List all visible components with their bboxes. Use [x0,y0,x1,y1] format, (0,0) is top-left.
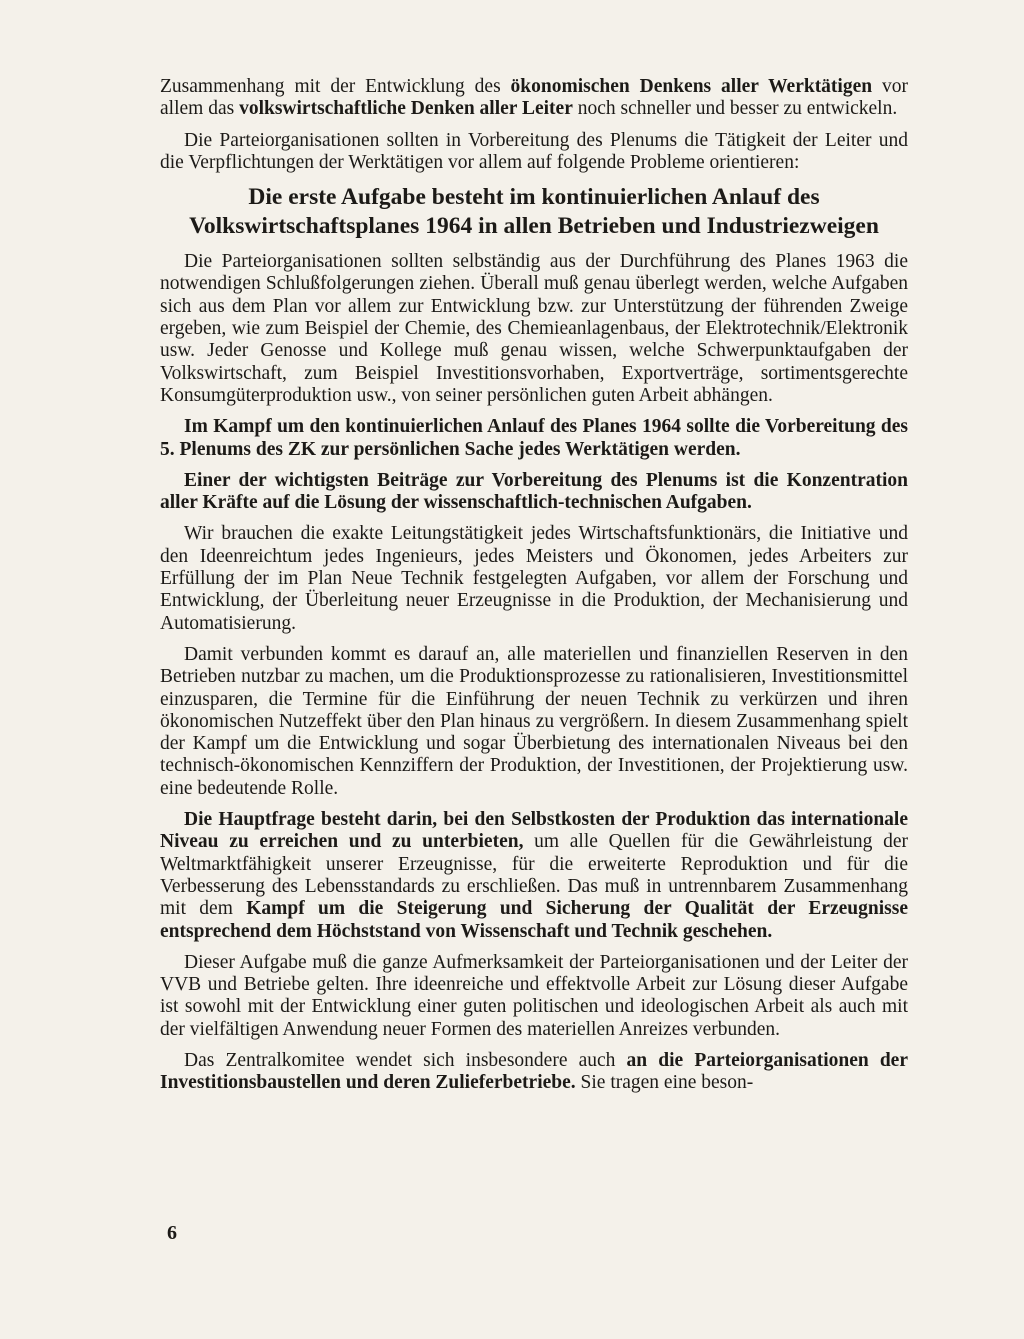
document-page [160,76,908,1104]
text-run: Zusammenhang mit der Entwicklung des [160,76,511,97]
paragraph-party-orientation: Die Parteiorganisationen sollten in Vorbereitung des Plenums die Tätigkeit der Leiter und die Verpflichtungen der Werktätigen vor allem auf folgende Probleme orientieren: [160,129,908,173]
emphasis-main-question: Die Hauptfrage besteht darin, bei den Selbstkosten der Produktion das internationale Niveau zu erreichen und zu unterbieten, [160,809,908,853]
text-run: vor allem das [160,76,908,120]
paragraph-main-question [160,809,908,943]
paragraph-leadership: Wir brauchen die exakte Leitungstätigkeit jedes Wirtschaftsfunktionärs, die Initiative und den Ideenreichtum jedes Ingenieurs, jedes Meisters und Ökonomen, jedes Arbeiters zur Erfüllung der im Plan Neue Technik festgelegten Aufgaben, vor allem der Forschung und Entwicklung, der Überleitung neuer Erzeugnisse in die Produktion, der Mechanisierung und Automatisierung. [160,523,908,634]
section-heading: Die erste Aufgabe besteht im kontinuierlichen Anlauf des Volkswirtschaftsplanes 1964 in allen Betrieben und Industriezweigen [189,184,879,240]
paragraph-central-committee [160,1050,908,1095]
paragraph-bold-plenum-preparation: Im Kampf um den kontinuierlichen Anlauf des Planes 1964 sollte die Vorbereitung des 5. Plenums des ZK zur persönlichen Sache jedes Werktätigen werden. [160,416,908,460]
emphasis-economic-thinking: ökonomischen Denkens aller Werktätigen [510,76,873,97]
text-run: um alle Quellen für die Gewährleistung der Weltmarktfähigkeit unserer Erzeugnisse, für die erweiterte Reproduktion und für die Verbesserung des Lebensstandards zu erschließen. Das muß in untrennbarem Zusammenhang mit dem [160,831,908,920]
emphasis-quality: Kampf um die Steigerung und Sicherung der Qualität der Erzeugnisse entsprechend dem Höchststand von Wissenschaft und Technik geschehen. [160,898,908,942]
page-number: 6 [167,1222,177,1244]
paragraph-plan-conclusions: Die Parteiorganisationen sollten selbständig aus der Durchführung des Planes 1963 die notwendigen Schlußfolgerungen ziehen. Überall muß genau überlegt werden, welche Aufgaben sich aus dem Plan vor allem zur Entwicklung bzw. zur Unterstützung der führenden Zweige ergeben, wie zum Beispiel der Chemie, des Chemieanlagenbaus, der Elektrotechnik/Elektronik usw. Jeder Genosse und Kollege muß genau wissen, welche Schwerpunktaufgaben der Volkswirtschaft, zum Beispiel Investitionsvorhaben, Exportverträge, sortimentsgerechte Konsumgüterproduktion usw., von seiner persönlichen guten Arbeit abhängen. [160,251,908,406]
text-run: noch schneller und besser zu entwickeln. [572,98,898,120]
paragraph-reserves: Damit verbunden kommt es darauf an, alle materiellen und finanziellen Reserven in den Betrieben nutzbar zu machen, um die Produktionsprozesse zu rationalisieren, Investitionsmittel einzusparen, die Termine für die Einführung der neuen Technik zu verkürzen und ihren ökonomischen Nutzeffekt über den Plan hinaus zu vergrößern. In diesem Zusammenhang spielt der Kampf um die Entwicklung und sogar Überbietung des internationalen Niveaus bei den technisch-ökonomischen Kennziffern der Produktion, der Investitionen, der Projektierung usw. eine bedeutende Rolle. [160,643,908,799]
paragraph-bold-concentration: Einer der wichtigsten Beiträge zur Vorbereitung des Plenums ist die Konzentration aller Kräfte auf die Lösung der wissenschaftlich-technischen Aufgaben. [160,469,908,514]
paragraph-attention: Dieser Aufgabe muß die ganze Aufmerksamkeit der Parteiorganisationen und der Leiter der VVB und Betriebe gelten. Ihre ideenreiche und effektvolle Arbeit zur Lösung dieser Aufgabe ist sowohl mit der Entwicklung einer guten politischen und ideologischen Arbeit als auch mit der vielfältigen Anwendung neuer Formen des materiellen Anreizes verbunden. [160,951,908,1040]
paragraph-continuation [160,76,908,121]
text-run: Sie tragen eine beson- [575,1072,754,1094]
emphasis-national-economic-thinking: volkswirtschaftliche Denken aller Leiter [239,98,573,120]
emphasis-construction-sites: an die Parteiorganisationen der Investitionsbaustellen und deren Zulieferbetriebe. [160,1049,908,1094]
text-run: Das Zentralkomitee wendet sich insbesondere auch [184,1049,627,1071]
